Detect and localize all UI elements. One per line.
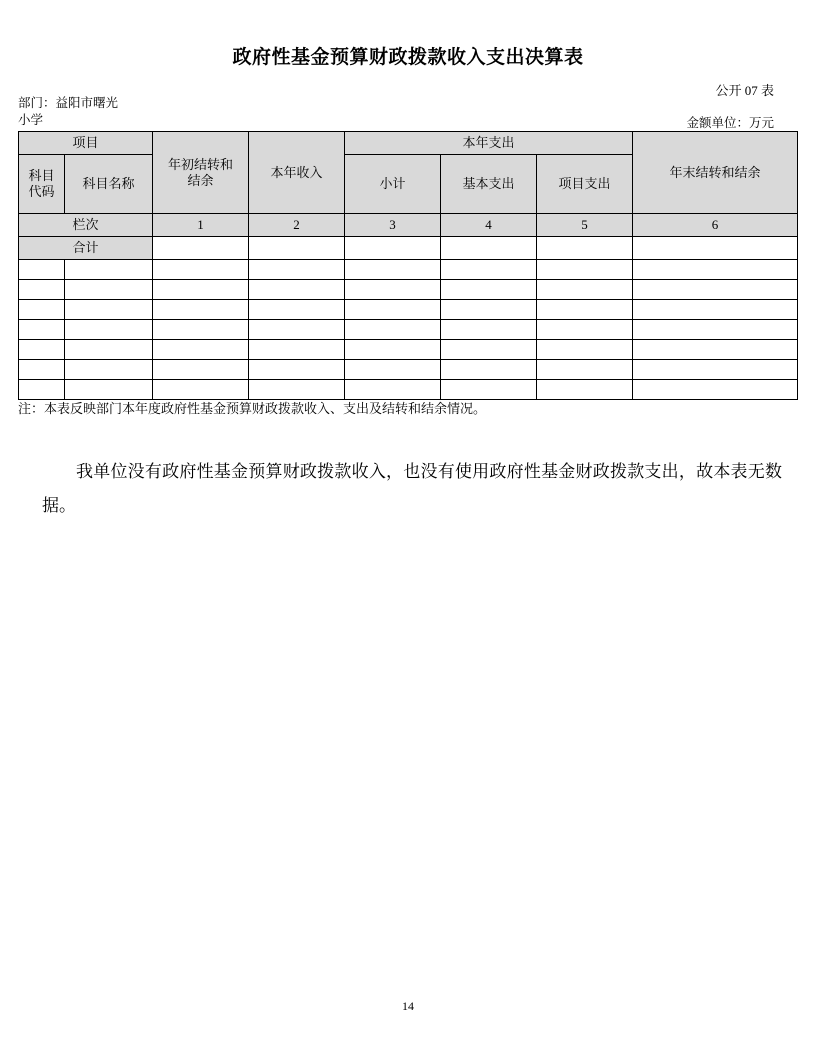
- row-code: [19, 380, 65, 400]
- table-total-row: [19, 237, 798, 260]
- total-row-value-6: [633, 237, 798, 260]
- row-value-4: [441, 360, 537, 380]
- row-name: [65, 320, 153, 340]
- row-value-2: [249, 320, 345, 340]
- column-number-3: 3: [345, 214, 441, 237]
- row-value-5: [537, 380, 633, 400]
- row-value-4: [441, 300, 537, 320]
- row-name: [65, 360, 153, 380]
- column-number-2: 2: [249, 214, 345, 237]
- header-subject-code: [19, 155, 65, 214]
- row-value-5: [537, 300, 633, 320]
- table-row: [19, 300, 798, 320]
- row-value-6: [633, 320, 798, 340]
- table-header-row-top: [19, 132, 798, 155]
- row-value-2: [249, 360, 345, 380]
- row-code: [19, 340, 65, 360]
- total-row-value-5: [537, 237, 633, 260]
- row-value-2: [249, 280, 345, 300]
- row-value-5: [537, 280, 633, 300]
- table-row: [19, 360, 798, 380]
- row-name: [65, 340, 153, 360]
- total-row-value-4: [441, 237, 537, 260]
- row-value-2: [249, 340, 345, 360]
- table-note: 注：本表反映部门本年度政府性基金预算财政拨款收入、支出及结转和结余情况。: [18, 401, 487, 416]
- header-year-expense-group: 本年支出: [345, 132, 633, 155]
- total-row-value-2: [249, 237, 345, 260]
- row-value-1: [153, 340, 249, 360]
- row-code: [19, 260, 65, 280]
- table-row: [19, 320, 798, 340]
- row-value-1: [153, 260, 249, 280]
- row-value-4: [441, 340, 537, 360]
- total-row-value-1: [153, 237, 249, 260]
- row-value-3: [345, 360, 441, 380]
- department-line-2: 小学: [18, 113, 44, 127]
- row-value-5: [537, 320, 633, 340]
- row-value-1: [153, 280, 249, 300]
- row-code: [19, 300, 65, 320]
- header-basic-expense: 基本支出: [441, 155, 537, 214]
- page-title: 政府性基金预算财政拨款收入支出决算表: [232, 47, 584, 68]
- row-value-5: [537, 340, 633, 360]
- amount-unit-label: 金额单位：万元: [686, 116, 774, 130]
- table-row: [19, 380, 798, 400]
- row-value-3: [345, 320, 441, 340]
- header-begin-balance-line1: 年初结转和: [168, 156, 234, 172]
- row-name: [65, 260, 153, 280]
- header-begin-balance-line2: 结余: [187, 172, 214, 188]
- table-row: [19, 280, 798, 300]
- row-value-4: [441, 260, 537, 280]
- page-number: 14: [402, 999, 414, 1013]
- row-value-3: [345, 260, 441, 280]
- total-row-label: 合计: [19, 237, 153, 260]
- row-value-6: [633, 260, 798, 280]
- row-value-2: [249, 260, 345, 280]
- body-paragraph: 我单位没有政府性基金预算财政拨款收入，也没有使用政府性基金财政拨款支出，故本表无数据。: [42, 462, 782, 515]
- column-number-5: 5: [537, 214, 633, 237]
- row-value-1: [153, 320, 249, 340]
- row-value-4: [441, 280, 537, 300]
- column-number-6: 6: [633, 214, 798, 237]
- row-name: [65, 280, 153, 300]
- budget-table: [18, 131, 798, 400]
- row-value-3: [345, 380, 441, 400]
- header-project-expense: 项目支出: [537, 155, 633, 214]
- department-line-1: 部门：益阳市曙光: [18, 96, 119, 110]
- row-value-2: [249, 380, 345, 400]
- row-value-3: [345, 280, 441, 300]
- form-code-label: 公开 07 表: [715, 83, 774, 98]
- row-value-6: [633, 340, 798, 360]
- header-begin-balance: [153, 132, 249, 214]
- department-label: [18, 95, 218, 129]
- row-value-4: [441, 320, 537, 340]
- table-column-number-row: [19, 214, 798, 237]
- row-value-1: [153, 380, 249, 400]
- header-subject-code-line1: 科目: [28, 168, 55, 183]
- row-value-5: [537, 260, 633, 280]
- row-name: [65, 380, 153, 400]
- row-value-6: [633, 380, 798, 400]
- row-value-6: [633, 300, 798, 320]
- header-subtotal: 小计: [345, 155, 441, 214]
- total-row-value-3: [345, 237, 441, 260]
- row-value-3: [345, 340, 441, 360]
- row-value-3: [345, 300, 441, 320]
- row-code: [19, 360, 65, 380]
- column-number-1: 1: [153, 214, 249, 237]
- row-value-5: [537, 360, 633, 380]
- column-number-4: 4: [441, 214, 537, 237]
- header-year-income: 本年收入: [249, 132, 345, 214]
- table-row: [19, 340, 798, 360]
- row-value-6: [633, 360, 798, 380]
- row-value-2: [249, 300, 345, 320]
- row-value-1: [153, 300, 249, 320]
- header-subject-name: 科目名称: [65, 155, 153, 214]
- header-subject-code-line2: 代码: [28, 184, 55, 199]
- row-value-4: [441, 380, 537, 400]
- row-code: [19, 320, 65, 340]
- row-value-6: [633, 280, 798, 300]
- table-row: [19, 260, 798, 280]
- row-value-1: [153, 360, 249, 380]
- column-number-label: 栏次: [19, 214, 153, 237]
- header-item-group: 项目: [19, 132, 153, 155]
- header-end-balance: 年末结转和结余: [633, 132, 798, 214]
- row-name: [65, 300, 153, 320]
- row-code: [19, 280, 65, 300]
